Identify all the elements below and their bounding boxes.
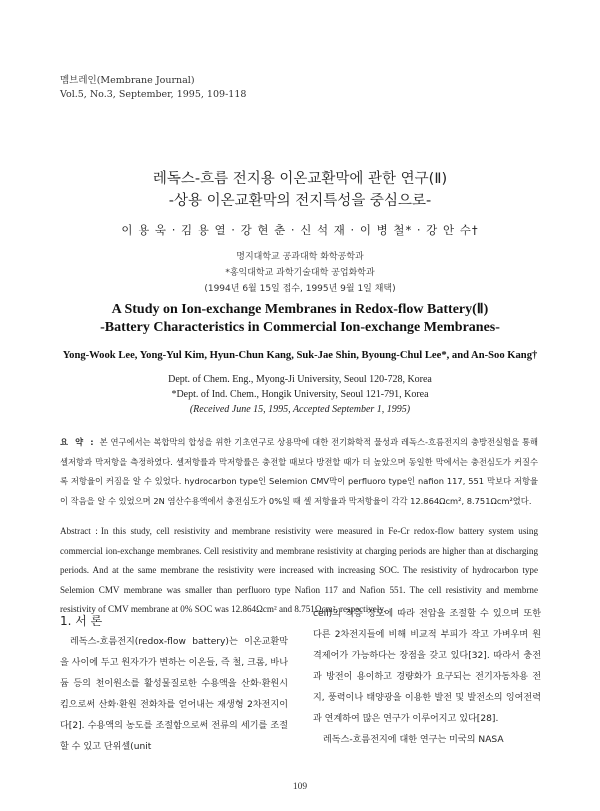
section-heading-introduction: 1. 서 론 [60,614,103,628]
title-korean-line1: 레독스-흐름 전지용 이온교환막에 관한 연구(Ⅱ) [152,171,448,187]
affiliation-korean-1: 명지대학교 공과대학 화학공학과 [236,252,364,262]
affiliation-korean-2: *홍익대학교 과학기술대학 공업화학과 [225,268,375,278]
body-column-right [313,604,541,751]
body-column-left: 레독스-흐름전지(redox-flow battery)는 이온교환막을 사이에 두고 원자가가 변하는 이온들, 즉 철, 크롬, 바나듐 등의 천이원소를 활성물질로한 수용액을 산화·환원시킴으로써 산화·환원 전화차를 얻어내는 재생형 2차전지이다[2]. 수용액의 농도를 조절함으로써 전류의 세기를 조절할 수 있고 단위셀(unit [60,637,288,752]
title-english-line2: -Battery Characteristics in Commercial Ion-exchange Membranes- [100,320,500,335]
authors-english: Yong-Wook Lee, Yong-Yul Kim, Hyun-Chun Kang, Suk-Jae Shin, Byoung-Chul Lee*, and An-Soo Kang† [62,350,538,361]
dates-english: (Received June 15, 1995, Accepted September 1, 1995) [189,404,411,415]
abstract-korean [60,433,538,511]
affiliation-english-2: *Dept. of Ind. Chem., Hongik University, Seoul 121-791, Korea [171,389,429,400]
journal-volume: Vol.5, No.3, September, 1995, 109-118 [60,89,247,100]
dates-korean: (1994년 6월 15일 접수, 1995년 9월 1일 채택) [204,284,396,294]
journal-header [60,74,246,102]
title-english-line1: A Study on Ion-exchange Membranes in Redox-flow Battery(Ⅱ) [111,302,489,317]
authors-korean: 이 용 욱 · 김 용 열 · 강 현 춘 · 신 석 재 · 이 병 철* · 강 안 수† [121,223,479,237]
body-paragraph: 레독스-흐름전지에 대한 연구는 미국의 NASA [323,735,504,745]
journal-name: 멤브레인(Membrane Journal) [60,75,195,86]
abstract-korean-text: 본 연구에서는 복합막의 합성을 위한 기초연구로 상용막에 대한 전기화학적 물성과 레독스-흐름전지의 충방전실험을 통해 셀저항과 막저항을 측정하였다. 셀저항률과 막저항률은 충전할 때보다 방전할 때가 더 높았으며 동일한 막에서는 충전심도가 커질수록 저항율이 커짐을 알 수 있었다. hydrocarbon type인 Selemion CMV막이 perfluoro type인 nafion 117, 551 막보다 저항율이 작음을 알 수 있었으며 2N 염산수용액에서 충전심도가 0%일 때 셀 저항율과 막저항율이 각각 12.864Ωcm², 8.751Ωcm²였다. [60,437,538,506]
abstract-english-label: Abstract : [60,526,98,536]
title-korean-line2: -상용 이온교환막의 전지특성을 중심으로- [168,193,432,209]
body-paragraph: cell)의 적층 정도에 따라 전압을 조절할 수 있으며 또한 다른 2차전지들에 비해 비교적 부피가 작고 가벼우며 원격제어가 가능하다는 장점을 갖고 있다[32]. 따라서 충전과 방전이 용이하고 경량화가 요구되는 전기자동차용 전지, 풍력이나 태양광을 이용한 발전 및 발전소의 잉여전력과 연계하여 많은 연구가 이루어지고 있다[28]. [313,609,541,724]
abstract-english-text: In this study, cell resistivity and membrane resistivity were measured in Fe-Cr redox-flow battery system using commercial ion-exchange membranes. Cell resistivity and membrane resistivity at charging periods are higher than at discharging periods. And at the same membrane the resistivity were increased with increasing SOC. The resistivity of hydrocarbon type Selemion CMV membrane was smaller than perfluoro type Nafion 117 and Nafion 551. The cell resistivity and membrne resistivity of CMV membrane at 0% SOC was 12.864Ωcm² and 8.751Ωcm², respectively. [60,526,538,614]
abstract-korean-label: 요 약 : [60,437,96,447]
affiliation-english-1: Dept. of Chem. Eng., Myong-Ji University, Seoul 120-728, Korea [168,374,432,385]
page-number: 109 [292,782,308,792]
